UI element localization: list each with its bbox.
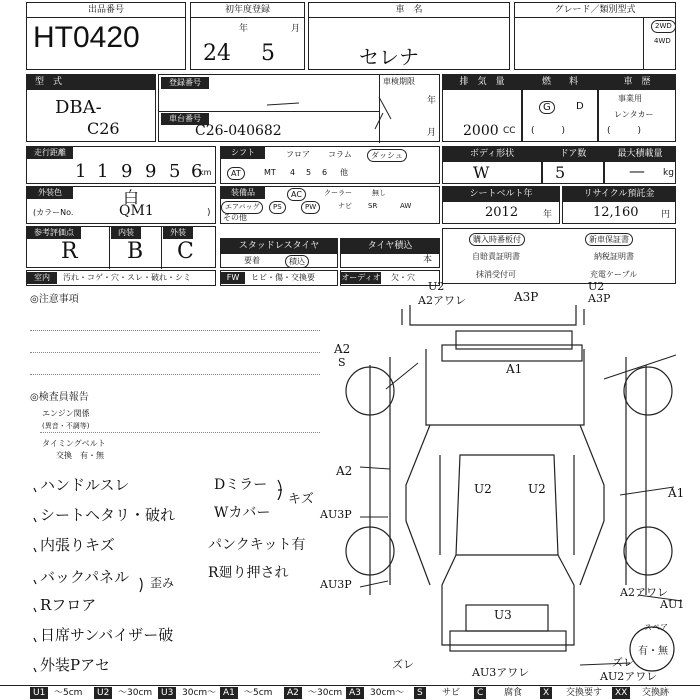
equipment-label: 装備品: [221, 187, 265, 199]
damage-mark: U2: [474, 482, 492, 496]
legend-key: XX: [612, 687, 630, 699]
damage-mark: U2: [588, 280, 605, 293]
legend-value: 交換跡: [642, 688, 670, 698]
damage-mark: ズレ: [612, 656, 634, 669]
history-rental: レンタカー: [614, 110, 654, 119]
doc-tax: 納税証明書: [594, 252, 634, 261]
doors-value: 5: [555, 163, 566, 182]
studless-load: 積込: [285, 255, 309, 268]
note-item-right: R廻り押され: [208, 565, 289, 581]
note-item-right: Dミラー: [214, 477, 268, 493]
damage-mark: AU2アワレ: [600, 670, 658, 683]
inspection-expiry-label: 車検期限: [383, 77, 415, 86]
legend-key: U3: [158, 687, 176, 699]
legend-value: 〜30cm: [308, 688, 343, 698]
color-box: 外装色 白 (カラーNo. QM1 ): [26, 186, 216, 224]
damage-mark: U2: [528, 482, 546, 496]
audio-label: オーディオ: [341, 273, 381, 282]
other-label: その他: [223, 213, 247, 222]
displacement-value: 2000: [463, 123, 499, 139]
mileage-digit: 9: [145, 161, 157, 182]
note-item-right: Wカバー: [214, 505, 271, 521]
damage-mark: U2: [428, 280, 445, 293]
legend-key: S: [414, 687, 426, 699]
timing-label: タイミングベルト: [42, 439, 106, 448]
mileage-unit: km: [199, 168, 212, 177]
shift-4: 4: [290, 168, 296, 177]
legend-key: C: [474, 687, 486, 699]
inspection-year-unit: 年: [427, 96, 437, 106]
shift-floor: フロア: [286, 150, 310, 159]
damage-mark: A3P: [588, 292, 611, 305]
displacement-label: 排 気 量: [443, 75, 521, 90]
year-unit: 年: [239, 24, 249, 34]
recycle-label: リサイクル預託金: [563, 187, 675, 202]
doors-box: [542, 146, 604, 184]
fuel-g: G: [539, 101, 555, 114]
month-unit: 月: [291, 24, 301, 34]
displacement-box: [442, 74, 522, 142]
legend-value: 〜30cm: [118, 688, 153, 698]
shift-5: 5: [306, 168, 312, 177]
equip-aw: AW: [400, 202, 412, 210]
shift-column: コラム: [328, 150, 352, 159]
studless-mount: 要着: [244, 256, 260, 265]
doc-warranty: 新車保証書: [585, 233, 633, 246]
tire-label: タイヤ積込: [341, 239, 439, 254]
tire-box: [340, 238, 440, 268]
damage-legend: [0, 685, 700, 700]
spare-options: 有・無: [638, 646, 668, 657]
note-item: ハンドルスレ: [40, 476, 130, 494]
legend-value: サビ: [442, 688, 461, 698]
car-model-label: 車 名: [309, 3, 509, 18]
interior-value: B: [127, 239, 144, 264]
mileage-digit: 5: [169, 161, 181, 182]
lot-number-value: HT0420: [33, 21, 140, 54]
exterior-value: C: [177, 239, 194, 264]
shift-other: 他: [340, 168, 348, 177]
equip-ps: PS: [269, 201, 286, 214]
shift-6: 6: [322, 168, 328, 177]
vehicle-type-value-2: C26: [87, 119, 120, 138]
drive-4wd: 4WD: [654, 37, 671, 45]
seatbelt-box: [442, 186, 560, 224]
legend-key: A2: [284, 687, 302, 699]
fw-label: FW: [221, 272, 245, 284]
registration-number-label: 登録番号: [161, 77, 209, 89]
interior-condition-label: 室内: [27, 272, 57, 284]
vehicle-type-label: 型 式: [27, 75, 155, 90]
mileage-label: 走行距離: [27, 147, 73, 159]
inspection-month-unit: 月: [427, 128, 437, 138]
shift-dash: ダッシュ: [367, 149, 407, 162]
body-shape-value: W: [473, 163, 490, 182]
legend-value: 〜5cm: [54, 688, 83, 698]
history-business: 事業用: [618, 94, 642, 103]
shift-mt: MT: [264, 168, 276, 177]
seatbelt-unit: 年: [543, 210, 553, 220]
damage-mark: A3P: [514, 290, 539, 304]
spare-label: スペア: [644, 623, 668, 632]
doors-label: ドア数: [543, 147, 603, 162]
shift-label: シフト: [221, 147, 265, 159]
equip-ac: AC: [287, 188, 306, 201]
fuel-box: 燃 料 G D ( ): [522, 74, 598, 142]
legend-value: 腐食: [504, 688, 523, 698]
note-item: バックパネル: [40, 568, 130, 586]
capacity-box: [604, 146, 676, 184]
chassis-number-value: C26-040682: [195, 123, 282, 139]
grade-box: [514, 2, 676, 70]
note-item: Rフロア: [40, 596, 97, 614]
damage-mark: U3: [494, 608, 512, 622]
caution-title: ◎注意事項: [30, 294, 79, 305]
drive-2wd: 2WD: [651, 20, 676, 33]
body-shape-box: [442, 146, 542, 184]
recycle-value: 12,160: [593, 205, 639, 220]
first-registration-label: 初年度登録: [191, 3, 304, 18]
legend-key: A1: [220, 687, 238, 699]
legend-key: A3: [346, 687, 364, 699]
seatbelt-label: シートベルト年: [443, 187, 559, 202]
note-bullets: [0, 0, 330, 700]
legend-value: 30cm〜: [370, 688, 405, 698]
mileage-digit: 1: [97, 161, 109, 182]
damage-mark: A2: [336, 464, 353, 478]
equip-none: 無し: [372, 189, 386, 197]
damage-mark: A1: [506, 362, 523, 376]
damage-mark: AU3P: [320, 578, 352, 591]
tire-unit: 本: [423, 255, 433, 265]
timing-options: 交換 有・無: [56, 451, 104, 460]
note-item: 日席サンバイザー破: [40, 626, 174, 644]
damage-mark: A1: [668, 486, 685, 500]
doc-cable: 充電ケーブル: [590, 270, 638, 279]
seatbelt-value: 2012: [485, 205, 519, 220]
equip-cooler: クーラー: [324, 189, 352, 197]
grade-label: グレード／類別型式: [515, 3, 675, 18]
damage-mark: AU3P: [320, 508, 352, 521]
legend-value: 30cm〜: [182, 688, 217, 698]
mileage-digit: 6: [191, 161, 203, 182]
displacement-unit: CC: [503, 126, 516, 136]
interior-condition-items: 汚れ・コゲ・穴・スレ・破れ・シミ: [63, 273, 191, 282]
legend-key: X: [540, 687, 552, 699]
note-item: 外装Pアセ: [40, 656, 110, 674]
car-model-value: セレナ: [359, 45, 419, 69]
exterior-label: 外装: [163, 227, 193, 239]
recycle-unit: 円: [661, 210, 671, 220]
studless-label: スタッドレスタイヤ: [221, 239, 337, 254]
audio-items: 欠・穴: [391, 273, 415, 282]
first-registration-year: 24: [203, 41, 231, 66]
doc-plate: 購入時番板付: [469, 233, 525, 246]
body-shape-label: ボディ形状: [443, 147, 541, 162]
mileage-digit: 1: [75, 161, 87, 182]
damage-mark: A2: [334, 342, 351, 356]
fuel-d: D: [576, 101, 584, 112]
damage-mark: A2アワレ: [620, 586, 668, 599]
capacity-label: 最大積載量: [605, 147, 675, 162]
legend-value: 交換要す: [566, 688, 603, 698]
shift-at: AT: [227, 167, 245, 180]
audio-box: [340, 270, 440, 286]
kizu-label: キズ: [288, 492, 314, 507]
doc-cancel: 抹消受付可: [476, 270, 516, 279]
equip-sr: SR: [368, 202, 378, 210]
inspector-title: ◎検査員報告: [30, 392, 89, 403]
damage-mark: A2アワレ: [418, 294, 466, 307]
dented-label: 歪み: [150, 576, 175, 590]
documents-box: [442, 228, 676, 284]
damage-mark: S: [338, 356, 346, 369]
engine-label: エンジン関係: [42, 409, 90, 418]
fuel-label: 燃 料: [523, 75, 597, 90]
vehicle-type-value-1: DBA-: [55, 97, 102, 118]
damage-mark: AU1: [660, 598, 685, 611]
interior-label: 内装: [111, 227, 141, 239]
equip-airbag: エアバッグ: [221, 201, 263, 214]
color-code-label: (カラーNo.: [33, 208, 74, 217]
equip-pw: PW: [301, 201, 320, 214]
damage-mark: AU3アワレ: [472, 666, 530, 679]
damage-mark: ズレ: [392, 658, 414, 671]
score-label: 参考評価点: [27, 227, 81, 239]
lot-number-label: 出品番号: [27, 3, 185, 18]
note-item-right: パンクキット有: [208, 537, 306, 553]
note-item: シートヘタリ・破れ: [40, 506, 176, 524]
engine-sub: (異音・不調等): [42, 422, 90, 430]
legend-key: U1: [30, 687, 48, 699]
mileage-digit: 9: [121, 161, 133, 182]
legend-key: U2: [94, 687, 112, 699]
history-label: 車 歴: [599, 75, 675, 90]
capacity-value: —: [629, 161, 645, 180]
equip-navi: ナビ: [338, 202, 352, 210]
note-item: 内張りキズ: [40, 536, 115, 554]
color-value: 白: [123, 188, 140, 207]
color-label: 外装色: [27, 187, 73, 199]
fw-items: ヒビ・傷・交換要: [251, 273, 315, 282]
capacity-unit: kg: [663, 168, 674, 178]
first-registration-month: 5: [261, 41, 275, 66]
color-code-value: QM1: [119, 203, 154, 219]
score-value: R: [61, 239, 78, 264]
doc-insurance: 自賠責証明書: [472, 252, 520, 261]
car-model-box: [308, 2, 510, 70]
recycle-box: [562, 186, 676, 224]
legend-value: 〜5cm: [244, 688, 273, 698]
chassis-number-label: 車台番号: [161, 113, 209, 125]
history-box: 車 歴 事業用 レンタカー ( ): [598, 74, 676, 142]
